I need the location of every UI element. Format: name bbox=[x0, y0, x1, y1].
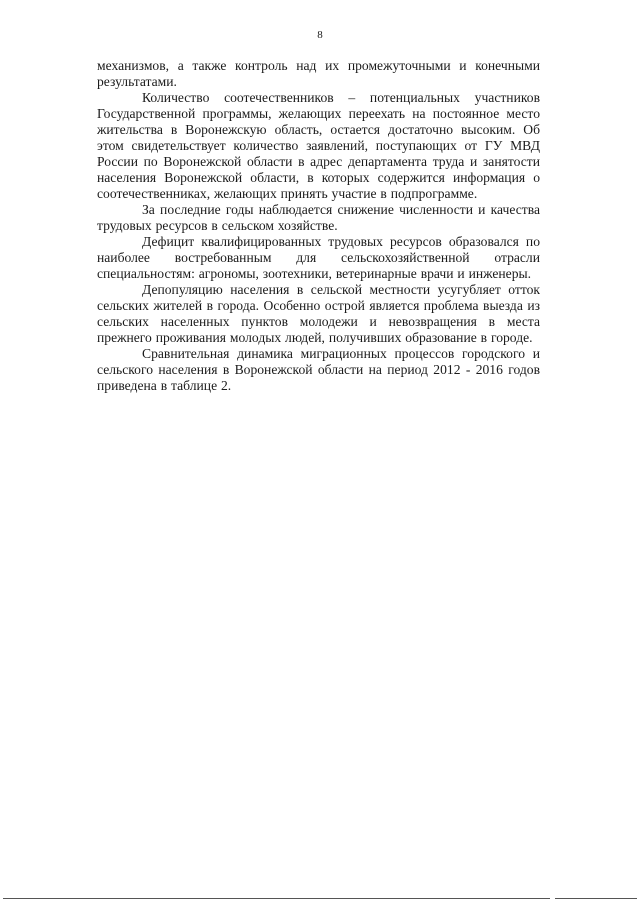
document-body bbox=[97, 58, 540, 394]
page-number: 8 bbox=[317, 29, 323, 41]
paragraph-labor-decline: За последние годы наблюдается снижение численности и качества трудовых ресурсов в сельском хозяйстве. bbox=[97, 202, 540, 233]
scan-bottom-edge bbox=[3, 898, 550, 899]
paragraph-depopulation: Депопуляцию населения в сельской местности усугубляет отток сельских жителей в города. Особенно острой является проблема выезда из сельских населенных пунктов молодежи и невозвращения в места прежнего проживания молодых людей, получивших образование в городе. bbox=[97, 282, 540, 345]
scan-bottom-edge-right bbox=[555, 898, 637, 899]
paragraph-compatriots: Количество соотечественников – потенциальных участников Государственной программы, желающих переехать на постоянное место жительства в Воронежскую область, остается достаточно высоким. Об этом свидетельствует количество заявлений, поступающих от ГУ МВД России по Воронежской области в адрес департамента труда и занятости населения Воронежской области, в которых содержится информация о соотечественниках, желающих принять участие в подпрограмме. bbox=[97, 90, 540, 201]
paragraph-migration-dynamics: Сравнительная динамика миграционных процессов городского и сельского населения в Воронежской области на период 2012 - 2016 годов приведена в таблице 2. bbox=[97, 346, 540, 393]
paragraph-labor-deficit: Дефицит квалифицированных трудовых ресурсов образовался по наиболее востребованным для сельскохозяйственной отрасли специальностям: агрономы, зоотехники, ветеринарные врачи и инженеры. bbox=[97, 234, 540, 281]
paragraph-continuation: механизмов, а также контроль над их промежуточными и конечными результатами. bbox=[97, 58, 540, 89]
